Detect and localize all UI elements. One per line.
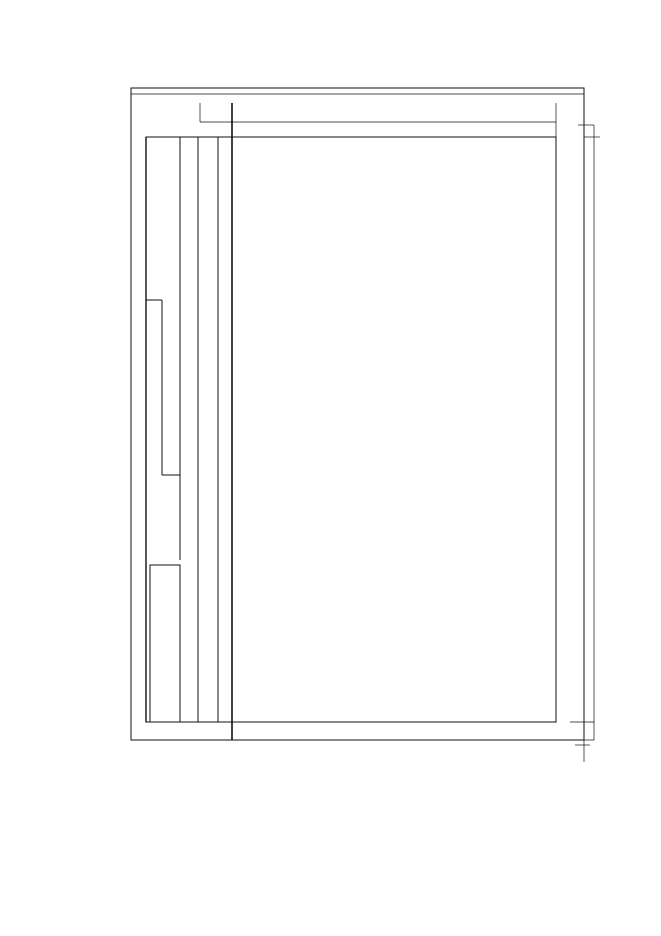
outer-frame: [131, 88, 584, 740]
inner-frame: [146, 137, 556, 722]
